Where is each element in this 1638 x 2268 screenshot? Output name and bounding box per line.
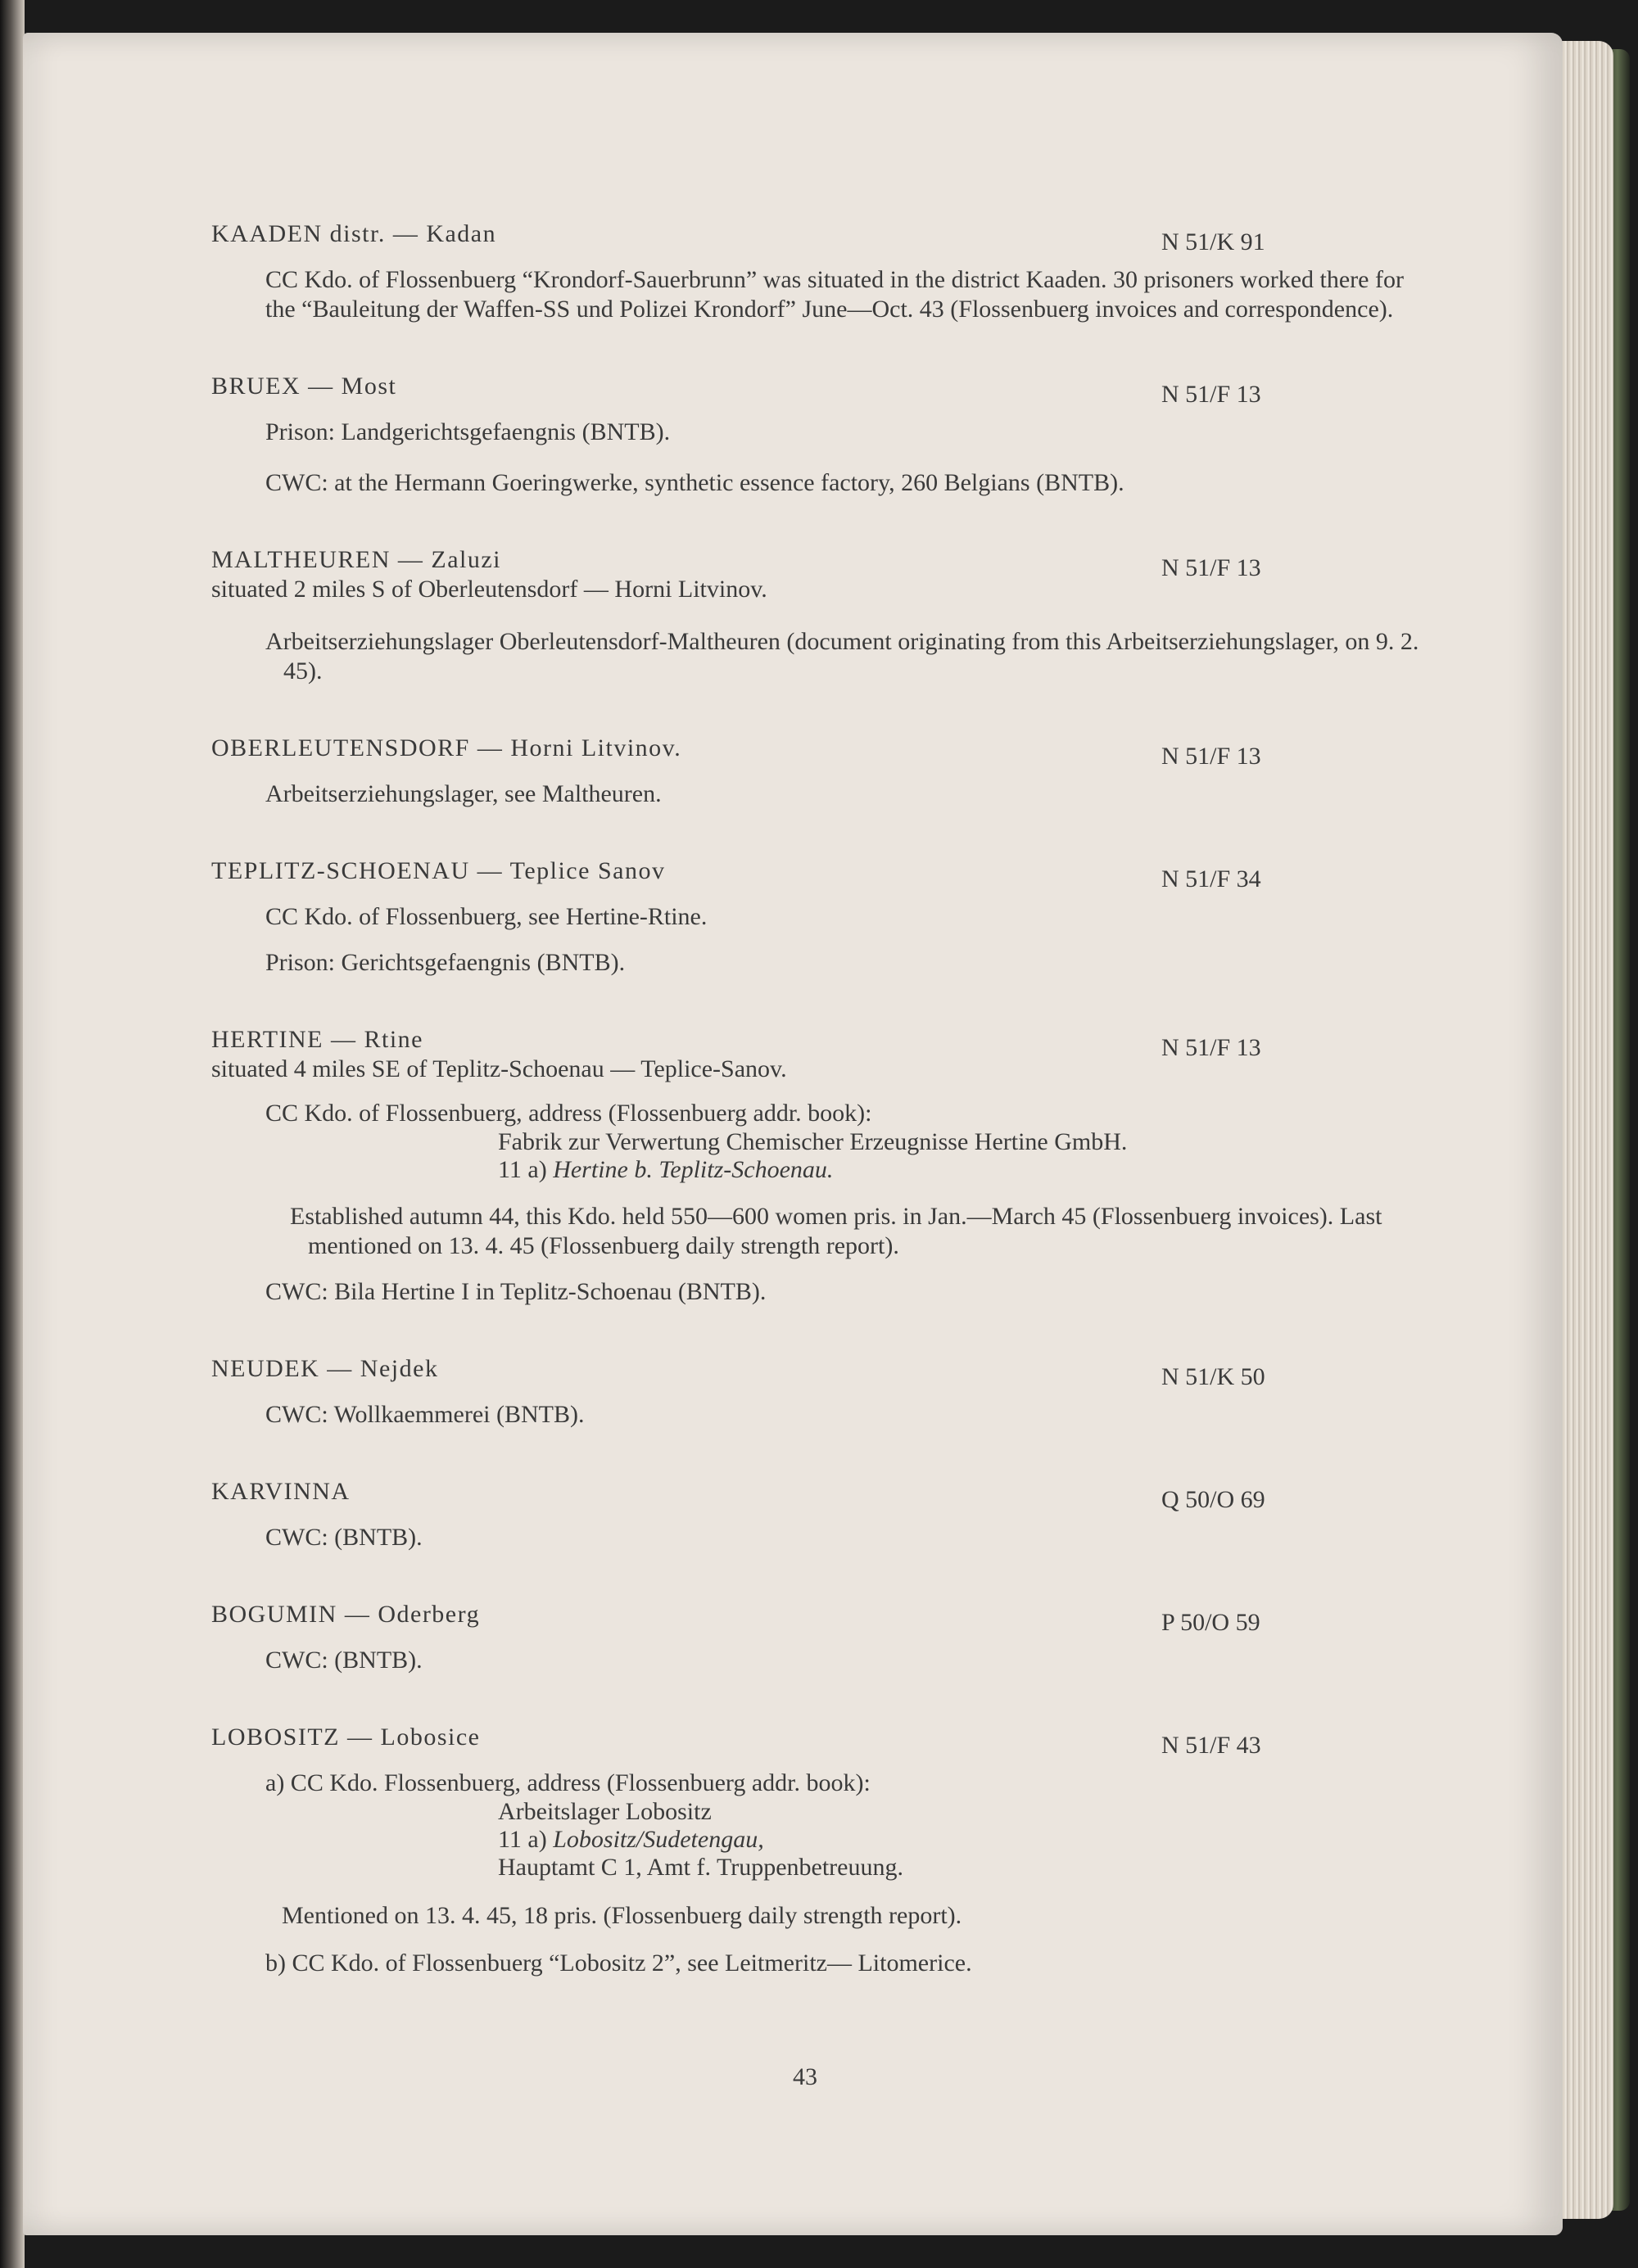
map-reference: N 51/K 91 — [1161, 228, 1265, 255]
entry-paragraph: Prison: Gerichtsgefaengnis (BNTB). — [265, 949, 626, 976]
address-prefix: 11 a) — [498, 1156, 547, 1183]
map-reference: N 51/F 13 — [1161, 1034, 1261, 1061]
entry-neudek — [211, 1354, 1423, 1430]
entry-bruex — [211, 372, 1423, 498]
entry-subline: situated 2 miles S of Oberleutensdorf — Horni Litvinov. — [211, 576, 767, 603]
page-content — [211, 219, 1423, 2026]
address-line — [498, 1156, 1423, 1184]
entry-paragraph: Arbeitserziehungslager Oberleutensdorf-Maltheuren (document originating from this Arbeitserziehungslager, on 9. 2. 45). — [265, 628, 1419, 684]
entry-lobositz — [211, 1723, 1423, 1978]
entry-paragraph: CWC: Wollkaemmerei (BNTB). — [265, 1401, 585, 1428]
entry-heading: LOBOSITZ — Lobosice — [211, 1724, 481, 1751]
entry-kaaden — [211, 219, 1423, 324]
address-italic: Hertine b. Teplitz-Schoenau. — [553, 1156, 834, 1183]
entry-paragraph: CC Kdo. of Flossenbuerg “Krondorf-Sauerbrunn” was situated in the district Kaaden. 30 prisoners worked there for the “Bauleitung der Waffen-SS und Polizei Krondorf” June—Oct. 43 (Flossenbuerg invoices and correspondence). — [265, 266, 1404, 323]
entry-heading: MALTHEUREN — Zaluzi — [211, 546, 502, 573]
entry-paragraph: CWC: (BNTB). — [265, 1647, 423, 1674]
entry-maltheuren — [211, 545, 1423, 686]
entry-paragraph: CWC: at the Hermann Goeringwerke, synthetic essence factory, 260 Belgians (BNTB). — [265, 469, 1124, 496]
entry-oberleutensdorf — [211, 734, 1423, 809]
map-reference: N 51/F 43 — [1161, 1732, 1261, 1759]
map-reference: N 51/F 13 — [1161, 743, 1261, 770]
address-line: Arbeitslager Lobositz — [498, 1798, 712, 1825]
entry-heading: HERTINE — Rtine — [211, 1026, 423, 1053]
entry-paragraph: Prison: Landgerichtsgefaengnis (BNTB). — [265, 418, 671, 445]
entry-karvinna — [211, 1477, 1423, 1552]
entry-hertine — [211, 1025, 1423, 1307]
map-reference: N 51/F 34 — [1161, 865, 1261, 892]
entry-paragraph: CC Kdo. of Flossenbuerg, see Hertine-Rtine. — [265, 903, 708, 930]
entry-paragraph: Established autumn 44, this Kdo. held 550—600 women pris. in Jan.—March 45 (Flossenbuerg invoices). Last mentioned on 13. 4. 45 (Flossenbuerg daily strength report). — [290, 1203, 1382, 1259]
entry-heading: OBERLEUTENSDORF — Horni Litvinov. — [211, 734, 682, 761]
entry-intro: CC Kdo. of Flossenbuerg, address (Flossenbuerg addr. book): — [265, 1100, 872, 1127]
entry-heading: KARVINNA — [211, 1478, 351, 1505]
address-italic: Lobositz/Sudetengau, — [553, 1826, 764, 1853]
map-reference: N 51/F 13 — [1161, 554, 1261, 581]
address-line: Fabrik zur Verwertung Chemischer Erzeugnisse Hertine GmbH. — [498, 1128, 1128, 1155]
entry-bogumin — [211, 1600, 1423, 1675]
entry-heading: NEUDEK — Nejdek — [211, 1355, 439, 1382]
book-page — [23, 33, 1563, 2235]
map-reference: Q 50/O 69 — [1161, 1486, 1265, 1513]
address-prefix: 11 a) — [498, 1826, 547, 1853]
map-reference: N 51/K 50 — [1161, 1363, 1265, 1390]
entry-paragraph: CWC: (BNTB). — [265, 1524, 423, 1551]
entry-heading: BOGUMIN — Oderberg — [211, 1601, 481, 1628]
entry-intro: a) CC Kdo. Flossenbuerg, address (Flossenbuerg addr. book): — [265, 1769, 871, 1796]
address-line — [498, 1826, 1423, 1854]
entry-heading: BRUEX — Most — [211, 373, 397, 400]
entry-paragraph: Arbeitserziehungslager, see Maltheuren. — [265, 780, 662, 807]
page-number: 43 — [793, 2063, 817, 2090]
entry-paragraph: Mentioned on 13. 4. 45, 18 pris. (Flossenbuerg daily strength report). — [282, 1902, 962, 1929]
book-gutter — [0, 0, 25, 2268]
entry-heading: TEPLITZ-SCHOENAU — Teplice Sanov — [211, 857, 666, 884]
entry-subline: situated 4 miles SE of Teplitz-Schoenau — Teplice-Sanov. — [211, 1055, 787, 1082]
address-block — [498, 1798, 1423, 1882]
entry-heading: KAADEN distr. — Kadan — [211, 220, 497, 247]
address-line: Hauptamt C 1, Amt f. Truppenbetreuung. — [498, 1854, 903, 1881]
map-reference: N 51/F 13 — [1161, 381, 1261, 408]
address-block — [498, 1128, 1423, 1184]
map-reference: P 50/O 59 — [1161, 1609, 1260, 1636]
entry-paragraph: b) CC Kdo. of Flossenbuerg “Lobositz 2”, see Leitmeritz— Litomerice. — [265, 1949, 972, 1977]
entry-teplitz-schoenau — [211, 856, 1423, 978]
entry-paragraph: CWC: Bila Hertine I in Teplitz-Schoenau (BNTB). — [265, 1278, 767, 1305]
